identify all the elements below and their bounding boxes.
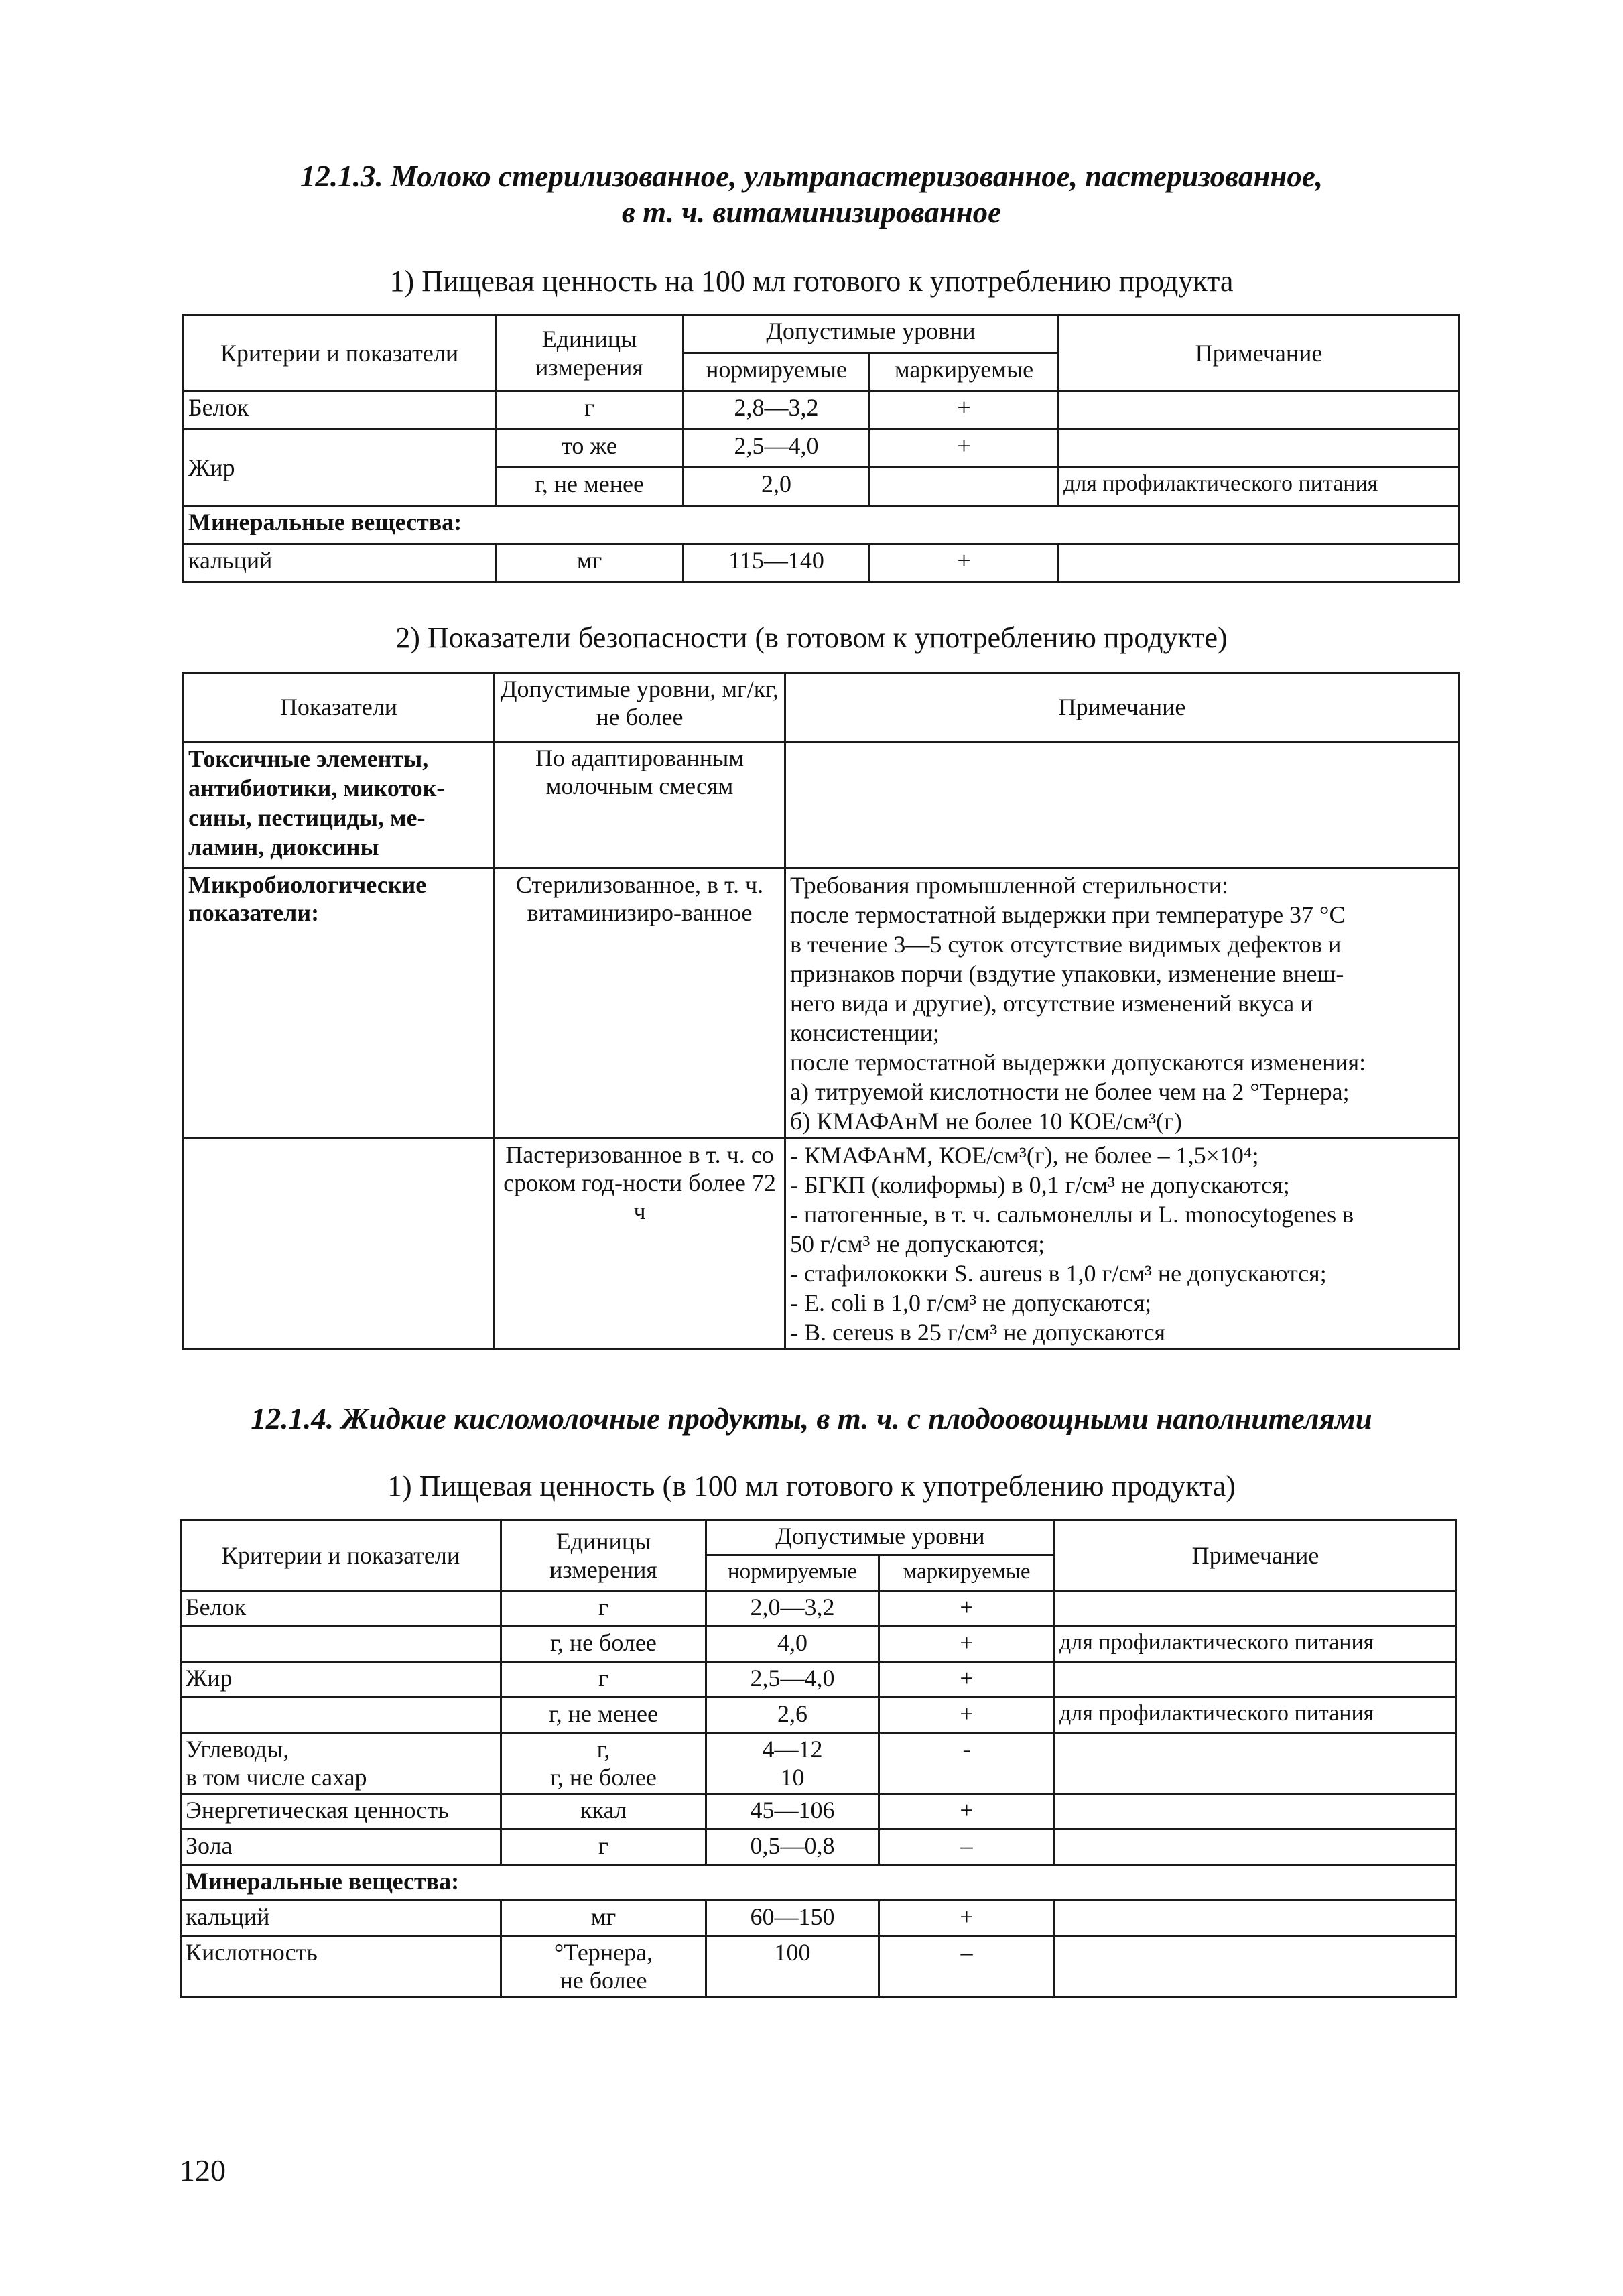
cell-note [1055, 1591, 1457, 1627]
table-header-row [181, 1520, 1457, 1555]
header-levels: Допустимые уровни [706, 1520, 1055, 1555]
note-line: после термостатной выдержки при температуре 37 °С [790, 901, 1346, 928]
table-row [181, 1936, 1457, 1997]
note-line: - БГКП (колиформы) в 0,1 г/см³ не допускаются; [790, 1171, 1290, 1198]
header-marked: маркируемые [870, 353, 1059, 391]
cell-unit: г [496, 391, 684, 430]
table2-title: 2) Показатели безопасности (в готовом к употреблению продукте) [395, 621, 1228, 654]
note-line: - стафилококки S. aureus в 1,0 г/см³ не допускаются; [790, 1260, 1327, 1287]
table-header-row [184, 673, 1459, 742]
table-row [184, 544, 1459, 582]
header-units: Единицы измерения [501, 1520, 706, 1591]
header-units: Единицы измерения [496, 315, 684, 391]
cell-note [785, 742, 1459, 869]
cell-unit: г [501, 1830, 706, 1865]
cell-note [1059, 391, 1459, 430]
header-criteria: Критерии и показатели [181, 1520, 501, 1591]
note-line: после термостатной выдержки допускаются изменения: [790, 1049, 1366, 1076]
cell-mark: - [879, 1733, 1055, 1794]
cell-norm: 4,0 [706, 1627, 879, 1662]
table-row [184, 869, 1459, 1139]
table-row [181, 1901, 1457, 1936]
cell-criteria: Жир [184, 430, 496, 506]
cell-group-heading: Минеральные вещества: [181, 1865, 1457, 1901]
table-row [181, 1627, 1457, 1662]
note-line: - КМАФАнМ, КОЕ/см³(г), не более – 1,5×10⁴; [790, 1142, 1259, 1169]
cell-note: для профилактического питания [1059, 468, 1459, 506]
cell-note [1055, 1662, 1457, 1698]
cell-unit: г, не менее [496, 468, 684, 506]
cell-mark: + [870, 391, 1059, 430]
cell-note [1059, 430, 1459, 468]
table-row [181, 1830, 1457, 1865]
cell-unit: то же [496, 430, 684, 468]
table-row [184, 1139, 1459, 1350]
cell-criteria [181, 1627, 501, 1662]
table-header-row [184, 315, 1459, 353]
cell-criteria: Энергетическая ценность [181, 1794, 501, 1830]
note-line: в течение 3—5 суток отсутствие видимых дефектов и [790, 931, 1342, 958]
cell-criteria: Белок [184, 391, 496, 430]
cell-norm: 2,5—4,0 [706, 1662, 879, 1698]
section-title-line2: в т. ч. витаминизированное [621, 196, 1002, 229]
note-line: а) титруемой кислотности не более чем на 2 °Тернера; [790, 1078, 1350, 1105]
table-row [181, 1794, 1457, 1830]
cell-unit: г, г, не более [501, 1733, 706, 1794]
cell-note: для профилактического питания [1055, 1627, 1457, 1662]
note-line: 50 г/см³ не допускаются; [790, 1230, 1045, 1257]
cell-mark: + [870, 430, 1059, 468]
cell-mark: + [879, 1627, 1055, 1662]
cell-note [1055, 1733, 1457, 1794]
cell-unit: мг [496, 544, 684, 582]
cell-level: Стерилизованное, в т. ч. витаминизиро-ванное [495, 869, 785, 1139]
cell-level: По адаптированным молочным смесям [495, 742, 785, 869]
section-title-line1: 12.1.3. Молоко стерилизованное, ультрапастеризованное, пастеризованное, [300, 160, 1323, 193]
cell-note [1059, 544, 1459, 582]
cell-criteria: Кислотность [181, 1936, 501, 1997]
cell-note-pasteurized [785, 1139, 1459, 1350]
section-title-2: 12.1.4. Жидкие кисломолочные продукты, в т. ч. с плодоовощными наполнителями [251, 1402, 1372, 1436]
safety-table [182, 672, 1460, 1350]
header-note: Примечание [1059, 315, 1459, 391]
cell-norm: 2,0—3,2 [706, 1591, 879, 1627]
header-marked: маркируемые [879, 1555, 1055, 1591]
cell-norm: 60—150 [706, 1901, 879, 1936]
cell-unit: ккал [501, 1794, 706, 1830]
header-criteria: Критерии и показатели [184, 315, 496, 391]
note-line: - патогенные, в т. ч. сальмонеллы и L. monocytogenes в [790, 1201, 1354, 1228]
cell-indicator: Токсичные элементы, антибиотики, микоток-сины, пестициды, ме-ламин, диоксины [184, 742, 495, 869]
cell-norm: 0,5—0,8 [706, 1830, 879, 1865]
cell-mark: + [879, 1591, 1055, 1627]
table3-title: 1) Пищевая ценность (в 100 мл готового к употреблению продукта) [387, 1470, 1236, 1503]
cell-criteria: Углеводы, в том числе сахар [181, 1733, 501, 1794]
cell-norm: 100 [706, 1936, 879, 1997]
cell-note-sterile [785, 869, 1459, 1139]
cell-mark [870, 468, 1059, 506]
table1-title: 1) Пищевая ценность на 100 мл готового к употреблению продукта [389, 265, 1234, 298]
cell-unit: °Тернера, не более [501, 1936, 706, 1997]
page-number: 120 [180, 2153, 226, 2187]
cell-criteria: Жир [181, 1662, 501, 1698]
cell-note [1055, 1794, 1457, 1830]
cell-criteria [181, 1698, 501, 1733]
cell-note [1055, 1901, 1457, 1936]
cell-indicator: Микробиологические показатели: [184, 869, 495, 1139]
cell-criteria: Зола [181, 1830, 501, 1865]
cell-unit: г, не более [501, 1627, 706, 1662]
cell-unit: г [501, 1662, 706, 1698]
cell-mark: + [879, 1662, 1055, 1698]
header-normalized: нормируемые [706, 1555, 879, 1591]
cell-norm: 4—12 10 [706, 1733, 879, 1794]
cell-norm: 2,8—3,2 [684, 391, 870, 430]
table-row [184, 391, 1459, 430]
note-line: - B. cereus в 25 г/см³ не допускаются [790, 1319, 1166, 1346]
cell-norm: 2,0 [684, 468, 870, 506]
table-row [181, 1733, 1457, 1794]
cell-criteria: Белок [181, 1591, 501, 1627]
header-indicators: Показатели [184, 673, 495, 742]
cell-note [1055, 1830, 1457, 1865]
cell-norm: 45—106 [706, 1794, 879, 1830]
cell-mark: – [879, 1830, 1055, 1865]
header-levels: Допустимые уровни [684, 315, 1059, 353]
cell-unit: г [501, 1591, 706, 1627]
table-row [184, 506, 1459, 544]
table-row [181, 1698, 1457, 1733]
cell-norm: 115—140 [684, 544, 870, 582]
table-row [184, 430, 1459, 468]
header-levels: Допустимые уровни, мг/кг, не более [495, 673, 785, 742]
cell-norm: 2,5—4,0 [684, 430, 870, 468]
cell-mark: + [879, 1698, 1055, 1733]
cell-group-heading: Минеральные вещества: [184, 506, 1459, 544]
header-note: Примечание [1055, 1520, 1457, 1591]
cell-unit: мг [501, 1901, 706, 1936]
cell-criteria: кальций [181, 1901, 501, 1936]
cell-unit: г, не менее [501, 1698, 706, 1733]
table-row [181, 1591, 1457, 1627]
note-line: б) КМАФАнМ не более 10 КОЕ/см³(г) [790, 1108, 1182, 1135]
table-row [184, 742, 1459, 869]
cell-criteria: кальций [184, 544, 496, 582]
header-normalized: нормируемые [684, 353, 870, 391]
note-line: признаков порчи (вздутие упаковки, изменение внеш- [790, 960, 1344, 987]
nutrition-table-milk [182, 314, 1460, 583]
cell-mark: – [879, 1936, 1055, 1997]
cell-mark: + [879, 1794, 1055, 1830]
note-line: него вида и другие), отсутствие изменений вкуса и [790, 990, 1313, 1017]
cell-mark: + [879, 1901, 1055, 1936]
cell-note [1055, 1936, 1457, 1997]
note-line: консистенции; [790, 1019, 939, 1046]
cell-note: для профилактического питания [1055, 1698, 1457, 1733]
cell-norm: 2,6 [706, 1698, 879, 1733]
header-note: Примечание [785, 673, 1459, 742]
cell-level: Пастеризованное в т. ч. со сроком год-ности более 72 ч [495, 1139, 785, 1350]
table-row [181, 1865, 1457, 1901]
cell-indicator [184, 1139, 495, 1350]
note-line: Требования промышленной стерильности: [790, 872, 1228, 899]
cell-mark: + [870, 544, 1059, 582]
table-row [181, 1662, 1457, 1698]
note-line: - E. coli в 1,0 г/см³ не допускаются; [790, 1289, 1152, 1316]
nutrition-table-fermented [180, 1519, 1457, 1998]
